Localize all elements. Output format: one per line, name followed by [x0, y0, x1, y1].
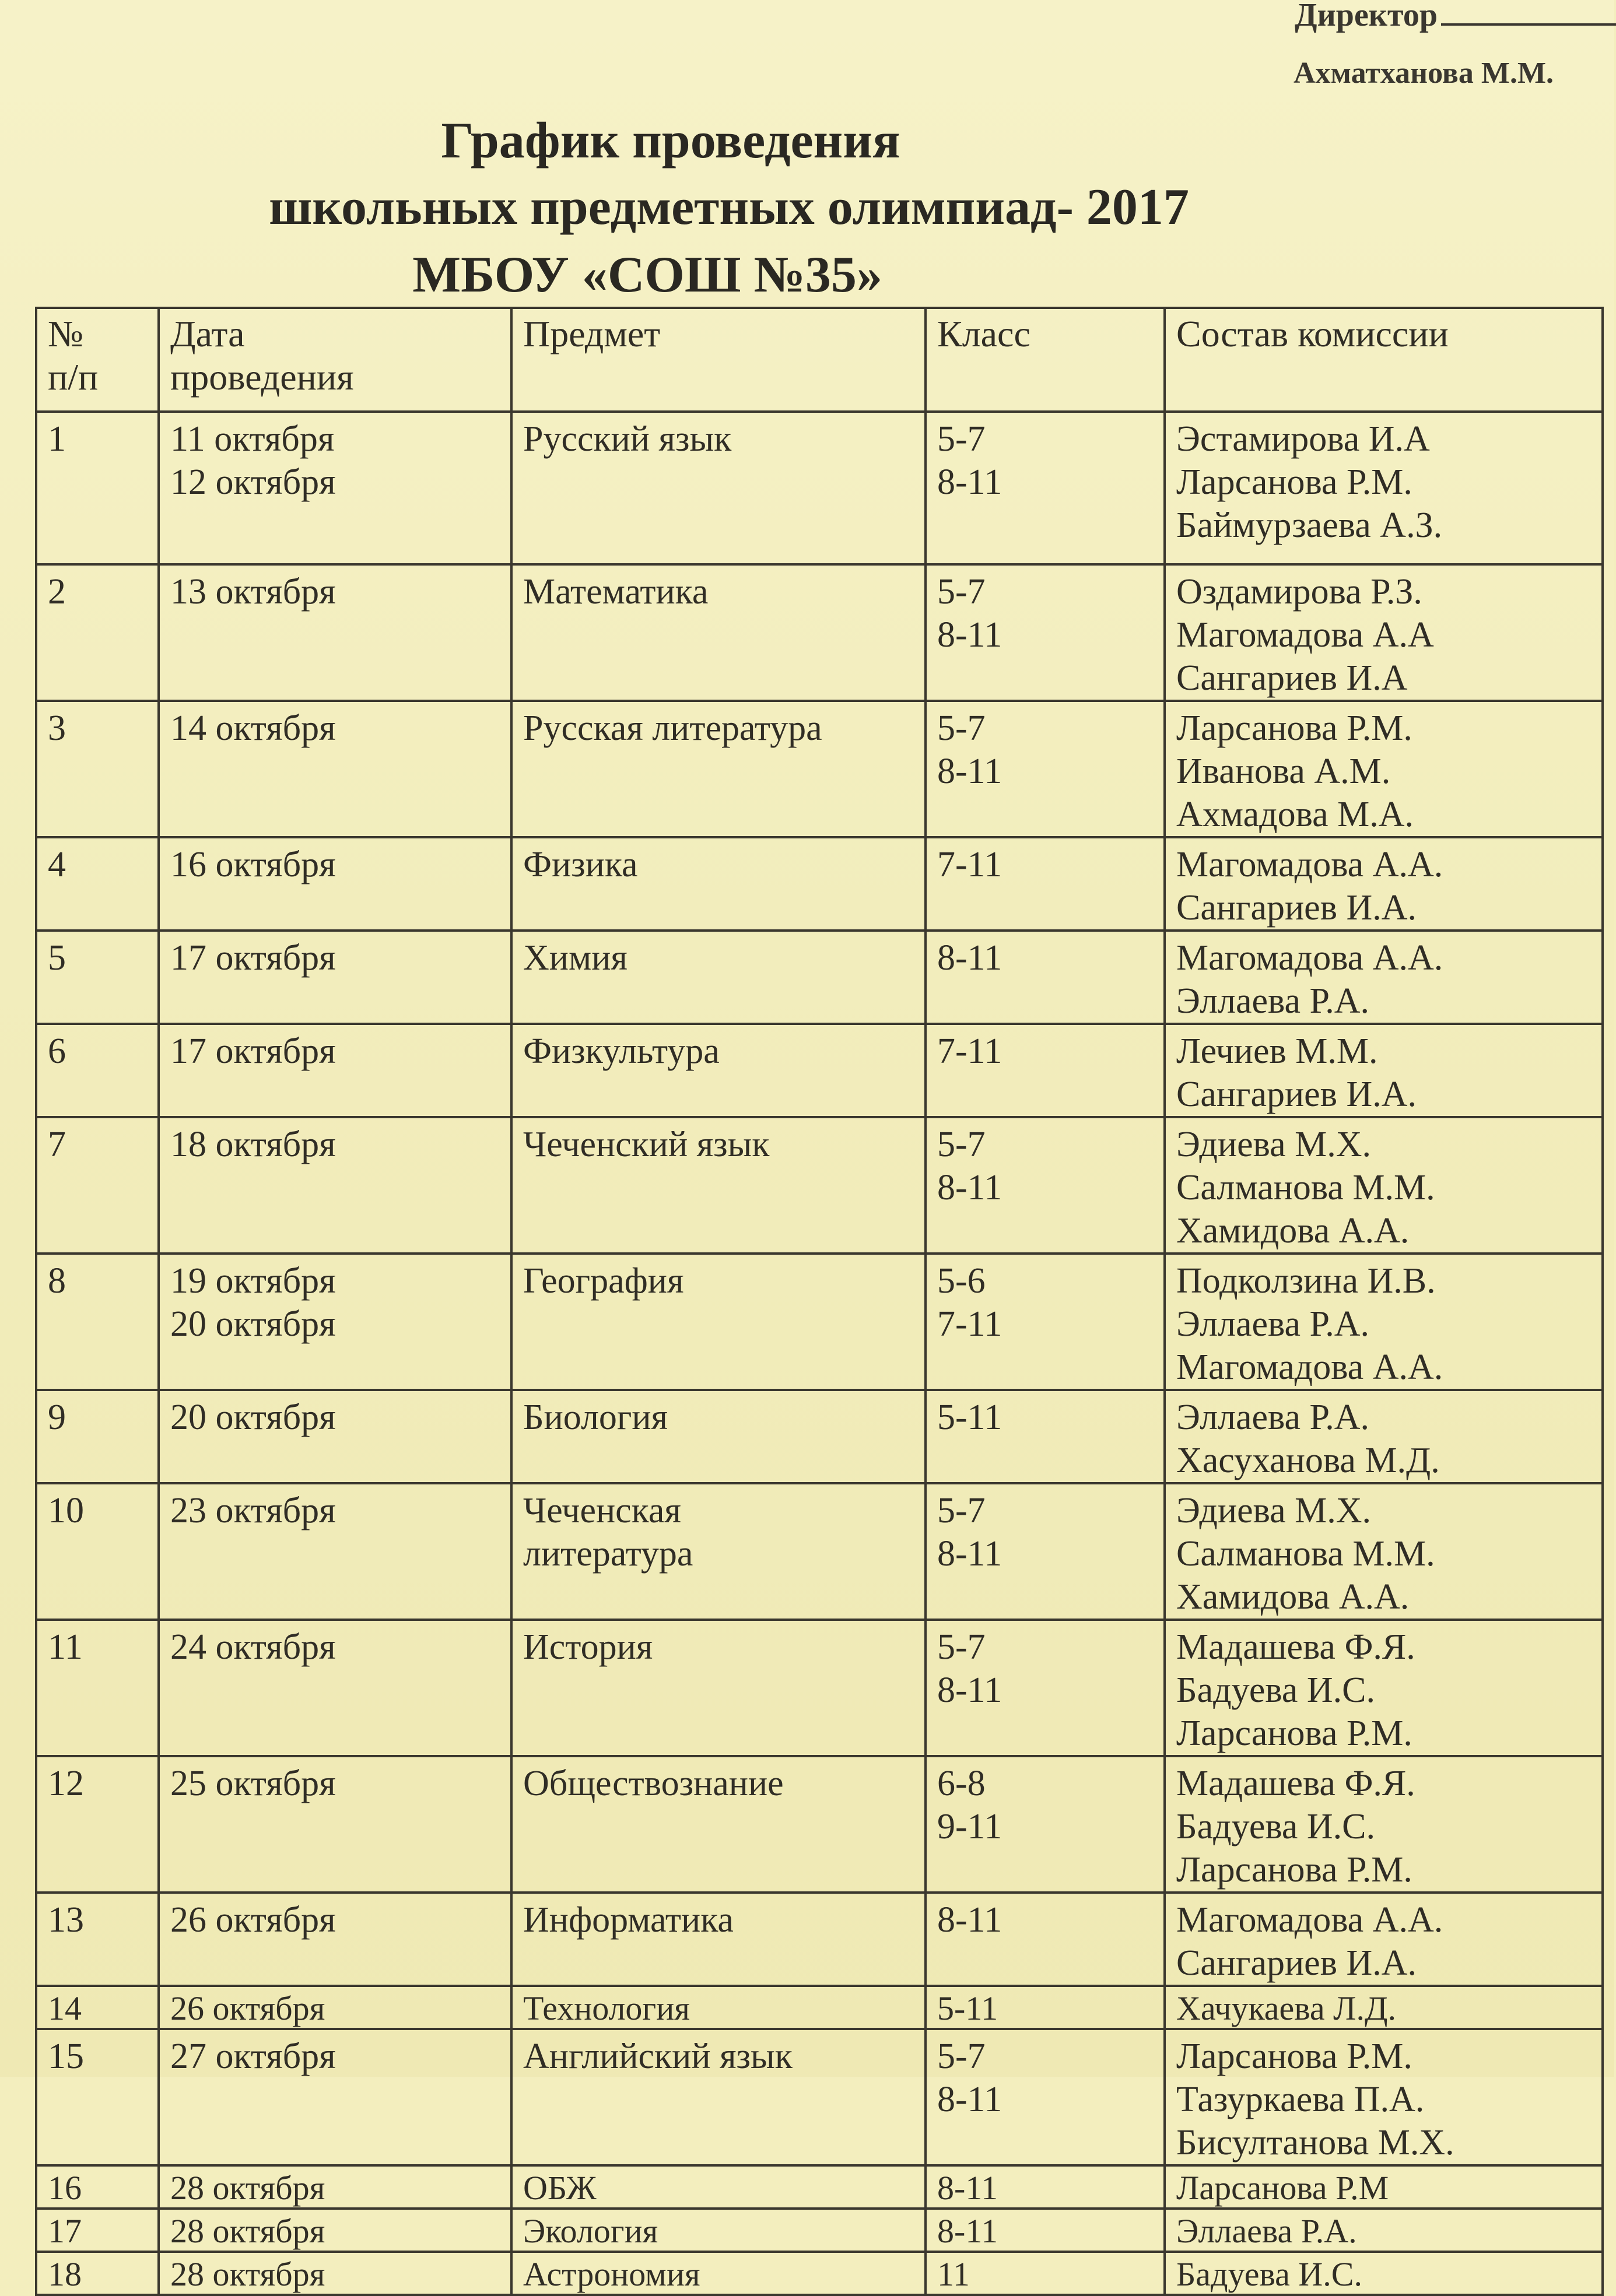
cell-commission	[1165, 837, 1603, 931]
cell-class	[926, 1620, 1165, 1756]
cell-subject-line: Обществознание	[523, 1764, 784, 1803]
cell-commission	[1165, 1756, 1603, 1893]
cell-subject-line: Физкультура	[523, 1031, 720, 1071]
cell-class-line: 5-6	[937, 1261, 986, 1301]
cell-commission-line: Магомадова А.А.	[1176, 938, 1443, 978]
header-date-line-2: проведения	[170, 356, 354, 398]
cell-commission-line: Эдиева М.Х.	[1176, 1125, 1372, 1164]
cell-subject-line: География	[523, 1261, 684, 1301]
cell-commission-line: Магомадова А.А.	[1176, 1900, 1443, 1940]
cell-class-line: 8-11	[937, 2169, 998, 2207]
cell-date-line: 17 октября	[170, 938, 336, 978]
cell-num-text: 5	[48, 938, 66, 978]
cell-date	[159, 412, 511, 564]
cell-class	[926, 1390, 1165, 1483]
cell-num	[36, 1986, 159, 2029]
cell-class	[926, 701, 1165, 837]
director-name: Ахматханова М.М.	[1293, 57, 1554, 90]
cell-date	[159, 2209, 511, 2252]
header-commission: Состав комиссии	[1165, 308, 1603, 412]
table-row	[36, 1117, 1603, 1254]
cell-class	[926, 1254, 1165, 1390]
table-row	[36, 2165, 1603, 2209]
table-header-row	[36, 308, 1603, 412]
cell-date-line: 18 октября	[170, 1125, 336, 1164]
cell-class	[926, 2209, 1165, 2252]
cell-commission-line: Ларсанова Р.М.	[1176, 1850, 1412, 1890]
cell-class	[926, 1024, 1165, 1117]
cell-class-line: 9-11	[937, 1807, 1002, 1846]
cell-subject-line: ОБЖ	[523, 2169, 597, 2207]
table-row	[36, 412, 1603, 564]
cell-num-text: 15	[48, 2037, 84, 2076]
table-row	[36, 1483, 1603, 1620]
table-body	[36, 412, 1603, 2295]
cell-date-line: 27 октября	[170, 2037, 336, 2076]
cell-num	[36, 2209, 159, 2252]
header-num	[36, 308, 159, 412]
cell-subject	[511, 2029, 926, 2165]
table-row	[36, 564, 1603, 701]
cell-class-line: 8-11	[937, 2080, 1002, 2119]
cell-commission-line: Эллаева Р.А.	[1176, 1398, 1370, 1437]
cell-num-text: 2	[48, 572, 66, 612]
cell-commission-line: Оздамирова Р.З.	[1176, 572, 1422, 612]
cell-subject	[511, 1254, 926, 1390]
cell-subject-line: Экология	[523, 2212, 658, 2250]
cell-date	[159, 2252, 511, 2295]
cell-date-line: 14 октября	[170, 708, 336, 748]
cell-class-line: 8-11	[937, 462, 1002, 502]
cell-commission-line: Хасуханова М.Д.	[1176, 1441, 1440, 1480]
cell-commission	[1165, 1620, 1603, 1756]
cell-subject-line: Химия	[523, 938, 628, 978]
cell-num-text: 17	[48, 2212, 82, 2250]
cell-subject-line: Информатика	[523, 1900, 734, 1940]
cell-class	[926, 1986, 1165, 2029]
cell-subject-line: Русская литература	[523, 708, 822, 748]
cell-subject	[511, 2209, 926, 2252]
cell-date	[159, 1390, 511, 1483]
cell-class	[926, 1117, 1165, 1254]
cell-class-line: 8-11	[937, 1670, 1002, 1710]
table-row	[36, 1893, 1603, 1986]
cell-date	[159, 2029, 511, 2165]
cell-num	[36, 701, 159, 837]
cell-subject	[511, 564, 926, 701]
cell-class-line: 5-7	[937, 1491, 986, 1530]
director-signature-line	[1295, 0, 1616, 34]
cell-subject	[511, 1893, 926, 1986]
cell-subject-line: Чеченская	[523, 1491, 681, 1530]
cell-class-line: 8-11	[937, 752, 1002, 791]
cell-num	[36, 1390, 159, 1483]
cell-num-text: 1	[48, 419, 66, 459]
cell-commission-line: Хамидова А.А.	[1176, 1577, 1410, 1617]
cell-date-line: 16 октября	[170, 845, 336, 884]
table-row	[36, 1756, 1603, 1893]
cell-commission-line: Бадуева И.С.	[1176, 1670, 1375, 1710]
table-row	[36, 1390, 1603, 1483]
cell-date	[159, 564, 511, 701]
cell-commission-line: Мадашева Ф.Я.	[1176, 1627, 1415, 1667]
cell-commission-line: Эллаева Р.А.	[1176, 2212, 1357, 2250]
cell-commission-line: Ларсанова Р.М.	[1176, 2037, 1412, 2076]
cell-commission	[1165, 564, 1603, 701]
cell-commission-line: Салманова М.М.	[1176, 1168, 1435, 1207]
header-date-line-1: Дата	[170, 313, 245, 354]
cell-commission-line: Ларсанова Р.М.	[1176, 1714, 1412, 1753]
cell-subject-line: Биология	[523, 1398, 668, 1437]
cell-subject	[511, 2165, 926, 2209]
table-row	[36, 1986, 1603, 2029]
table-row	[36, 2029, 1603, 2165]
cell-subject-line: литература	[523, 1534, 693, 1574]
cell-commission-line: Тазуркаева П.А.	[1176, 2080, 1425, 2119]
cell-num-text: 9	[48, 1398, 66, 1437]
cell-num	[36, 1254, 159, 1390]
cell-commission	[1165, 2165, 1603, 2209]
cell-class-line: 8-11	[937, 1534, 1002, 1574]
cell-class	[926, 931, 1165, 1024]
cell-num	[36, 2165, 159, 2209]
cell-commission	[1165, 2029, 1603, 2165]
cell-commission-line: Бадуева И.С.	[1176, 1807, 1375, 1846]
table-row	[36, 1024, 1603, 1117]
cell-subject-line: Технология	[523, 1989, 690, 2027]
cell-class-line: 8-11	[937, 615, 1002, 655]
cell-commission	[1165, 1254, 1603, 1390]
cell-num-text: 10	[48, 1491, 84, 1530]
cell-date-line: 28 октября	[170, 2169, 325, 2207]
cell-subject	[511, 1986, 926, 2029]
cell-commission-line: Эллаева Р.А.	[1176, 981, 1370, 1021]
cell-date	[159, 1986, 511, 2029]
cell-class	[926, 837, 1165, 931]
cell-commission	[1165, 2209, 1603, 2252]
cell-num-text: 18	[48, 2255, 82, 2293]
cell-commission-line: Лечиев М.М.	[1176, 1031, 1378, 1071]
cell-commission-line: Ахмадова М.А.	[1176, 795, 1414, 834]
cell-class-line: 7-11	[937, 1304, 1002, 1344]
table-row	[36, 931, 1603, 1024]
cell-class-line: 8-11	[937, 938, 1002, 978]
cell-commission	[1165, 1117, 1603, 1254]
header-num-line-1: №	[48, 313, 84, 354]
cell-date	[159, 1254, 511, 1390]
cell-class-line: 5-11	[937, 1398, 1002, 1437]
cell-class	[926, 2252, 1165, 2295]
cell-commission-line: Иванова А.М.	[1176, 752, 1391, 791]
cell-subject	[511, 1024, 926, 1117]
cell-commission-line: Сангариев И.А.	[1176, 888, 1417, 928]
cell-date-line: 26 октября	[170, 1989, 325, 2027]
cell-commission-line: Магомадова А.А.	[1176, 1347, 1443, 1387]
cell-commission	[1165, 1893, 1603, 1986]
cell-commission	[1165, 1986, 1603, 2029]
cell-subject	[511, 1483, 926, 1620]
cell-commission-line: Магомадова А.А.	[1176, 845, 1443, 884]
cell-commission	[1165, 412, 1603, 564]
cell-subject	[511, 412, 926, 564]
cell-class-line: 6-8	[937, 1764, 986, 1803]
cell-num	[36, 2252, 159, 2295]
olympiad-schedule-table	[35, 307, 1604, 2296]
title-line-3: МБОУ «СОШ №35»	[412, 247, 882, 303]
cell-class-line: 5-7	[937, 708, 986, 748]
cell-class	[926, 564, 1165, 701]
cell-date-line: 25 октября	[170, 1764, 336, 1803]
cell-class	[926, 412, 1165, 564]
cell-date	[159, 1756, 511, 1893]
cell-class	[926, 2165, 1165, 2209]
title-line-1: График проведения	[441, 113, 900, 169]
cell-date	[159, 931, 511, 1024]
cell-num-text: 11	[48, 1627, 83, 1667]
cell-commission	[1165, 1390, 1603, 1483]
cell-date-line: 13 октября	[170, 572, 336, 612]
table-row	[36, 1620, 1603, 1756]
cell-num	[36, 931, 159, 1024]
cell-date-line: 26 октября	[170, 1900, 336, 1940]
cell-commission-line: Ларсанова Р.М.	[1176, 462, 1412, 502]
cell-num	[36, 1117, 159, 1254]
cell-date-line: 12 октября	[170, 462, 336, 502]
cell-num-text: 14	[48, 1989, 82, 2027]
cell-class-line: 8-11	[937, 1168, 1002, 1207]
cell-date-line: 20 октября	[170, 1304, 336, 1344]
cell-class	[926, 2029, 1165, 2165]
cell-commission-line: Сангариев И.А.	[1176, 1075, 1417, 1114]
cell-date-line: 11 октября	[170, 419, 335, 459]
cell-class-line: 5-7	[937, 1627, 986, 1667]
cell-date	[159, 1117, 511, 1254]
cell-commission	[1165, 2252, 1603, 2295]
cell-commission-line: Салманова М.М.	[1176, 1534, 1435, 1574]
cell-commission-line: Хачукаева Л.Д.	[1176, 1989, 1397, 2027]
cell-commission-line: Мадашева Ф.Я.	[1176, 1764, 1415, 1803]
table-row	[36, 1254, 1603, 1390]
cell-commission-line: Баймурзаева А.З.	[1176, 505, 1443, 545]
cell-date-line: 19 октября	[170, 1261, 336, 1301]
cell-num	[36, 1024, 159, 1117]
cell-class-line: 8-11	[937, 2212, 998, 2250]
table-row	[36, 2252, 1603, 2295]
header-num-line-2: п/п	[48, 356, 99, 398]
cell-commission	[1165, 1024, 1603, 1117]
cell-date-line: 28 октября	[170, 2212, 325, 2250]
cell-commission	[1165, 701, 1603, 837]
cell-subject-line: Астрономия	[523, 2255, 700, 2293]
cell-num-text: 3	[48, 708, 66, 748]
cell-num-text: 4	[48, 845, 66, 884]
cell-date	[159, 701, 511, 837]
cell-commission-line: Бисултанова М.Х.	[1176, 2123, 1454, 2162]
cell-num	[36, 2029, 159, 2165]
cell-subject-line: Русский язык	[523, 419, 732, 459]
director-label: Директор	[1295, 0, 1438, 33]
title-line-2: школьных предметных олимпиад- 2017	[269, 179, 1189, 236]
cell-class-line: 5-7	[937, 419, 986, 459]
cell-class-line: 5-7	[937, 572, 986, 612]
cell-commission-line: Магомадова А.А	[1176, 615, 1434, 655]
cell-commission-line: Сангариев И.А	[1176, 658, 1408, 698]
cell-subject	[511, 837, 926, 931]
cell-num	[36, 1620, 159, 1756]
cell-num-text: 6	[48, 1031, 66, 1071]
cell-commission	[1165, 931, 1603, 1024]
cell-commission-line: Хамидова А.А.	[1176, 1211, 1410, 1251]
table-row	[36, 701, 1603, 837]
cell-subject-line: Английский язык	[523, 2037, 793, 2076]
cell-subject	[511, 1117, 926, 1254]
cell-commission-line: Сангариев И.А.	[1176, 1943, 1417, 1983]
cell-commission-line: Бадуева И.С.	[1176, 2255, 1362, 2293]
header-date	[159, 308, 511, 412]
cell-date	[159, 837, 511, 931]
cell-class	[926, 1893, 1165, 1986]
cell-commission-line: Подколзина И.В.	[1176, 1261, 1436, 1301]
table-row	[36, 837, 1603, 931]
cell-subject-line: Чеченский язык	[523, 1125, 770, 1164]
signature-blank	[1441, 23, 1616, 26]
cell-date-line: 17 октября	[170, 1031, 336, 1071]
cell-subject	[511, 1756, 926, 1893]
cell-class-line: 7-11	[937, 845, 1002, 884]
cell-num	[36, 837, 159, 931]
cell-num	[36, 1893, 159, 1986]
cell-num-text: 16	[48, 2169, 82, 2207]
cell-subject	[511, 1620, 926, 1756]
cell-class-line: 5-7	[937, 1125, 986, 1164]
cell-date	[159, 2165, 511, 2209]
cell-date-line: 20 октября	[170, 1398, 336, 1437]
cell-class	[926, 1756, 1165, 1893]
cell-num-text: 13	[48, 1900, 84, 1940]
cell-subject	[511, 1390, 926, 1483]
cell-class-line: 7-11	[937, 1031, 1002, 1071]
cell-date	[159, 1893, 511, 1986]
cell-class-line: 5-7	[937, 2037, 986, 2076]
cell-subject	[511, 931, 926, 1024]
header-subject: Предмет	[511, 308, 926, 412]
cell-class	[926, 1483, 1165, 1620]
cell-subject	[511, 2252, 926, 2295]
cell-class-line: 8-11	[937, 1900, 1002, 1940]
cell-subject-line: История	[523, 1627, 653, 1667]
cell-date-line: 28 октября	[170, 2255, 325, 2293]
cell-num	[36, 1756, 159, 1893]
cell-subject	[511, 701, 926, 837]
cell-date	[159, 1024, 511, 1117]
cell-date-line: 24 октября	[170, 1627, 336, 1667]
cell-commission-line: Эдиева М.Х.	[1176, 1491, 1372, 1530]
cell-class-line: 11	[937, 2255, 970, 2293]
cell-date	[159, 1620, 511, 1756]
cell-date	[159, 1483, 511, 1620]
cell-commission-line: Эллаева Р.А.	[1176, 1304, 1370, 1344]
cell-subject-line: Физика	[523, 845, 638, 884]
cell-num	[36, 564, 159, 701]
header-class: Класс	[926, 308, 1165, 412]
cell-class-line: 5-11	[937, 1989, 998, 2027]
table-row	[36, 2209, 1603, 2252]
cell-num	[36, 412, 159, 564]
cell-num-text: 12	[48, 1764, 84, 1803]
cell-commission-line: Ларсанова Р.М	[1176, 2169, 1389, 2207]
cell-commission-line: Ларсанова Р.М.	[1176, 708, 1412, 748]
cell-num	[36, 1483, 159, 1620]
cell-date-line: 23 октября	[170, 1491, 336, 1530]
cell-commission-line: Эстамирова И.А	[1176, 419, 1430, 459]
cell-subject-line: Математика	[523, 572, 709, 612]
cell-commission	[1165, 1483, 1603, 1620]
cell-num-text: 7	[48, 1125, 66, 1164]
cell-num-text: 8	[48, 1261, 66, 1301]
